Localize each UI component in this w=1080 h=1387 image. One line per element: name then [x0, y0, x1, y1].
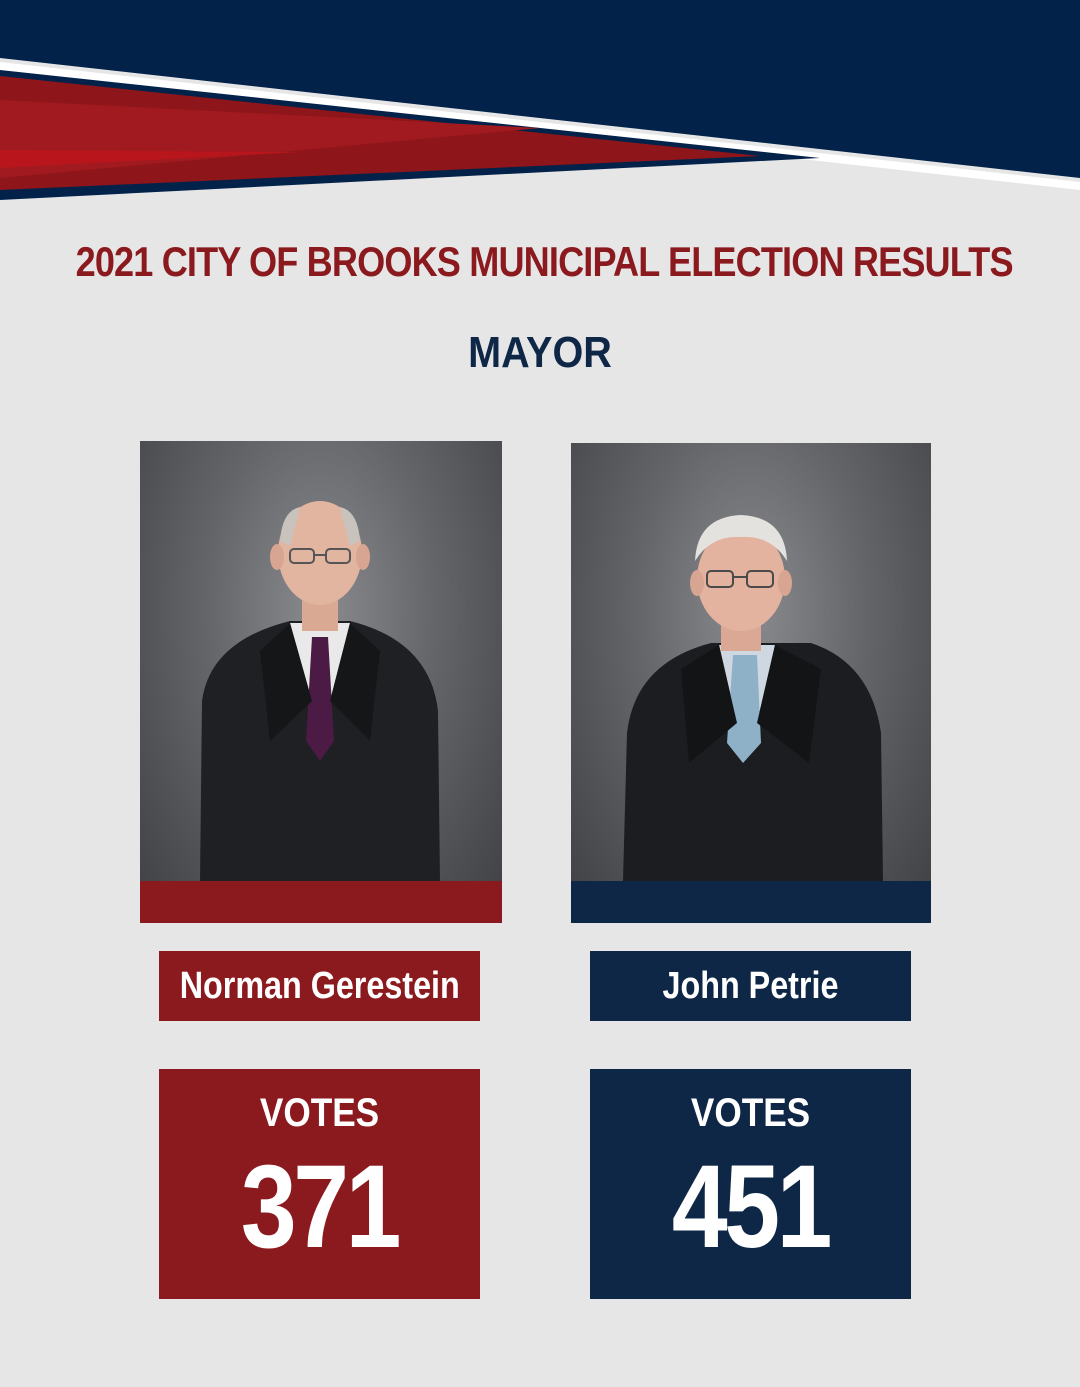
votes-box [159, 1069, 480, 1299]
votes-count: 371 [240, 1141, 399, 1273]
votes-label: VOTES [259, 1091, 380, 1135]
votes-box [590, 1069, 911, 1299]
votes-label: VOTES [690, 1091, 811, 1135]
votes-count: 451 [671, 1141, 830, 1273]
candidate-photo-petrie [571, 443, 931, 923]
candidate-name: John Petrie [662, 964, 839, 1007]
page-subtitle: MAYOR [468, 328, 612, 377]
candidate-name-box [590, 951, 911, 1021]
portrait-illustration [140, 441, 502, 923]
photo-color-bar [140, 881, 502, 923]
candidate-name: Norman Gerestein [179, 964, 460, 1007]
photo-color-bar [571, 881, 931, 923]
portrait-illustration [571, 443, 931, 923]
candidate-name-box [159, 951, 480, 1021]
page-title: 2021 CITY OF BROOKS MUNICIPAL ELECTION RESULTS [75, 238, 1013, 285]
candidate-photo-gerestein [140, 441, 502, 923]
top-banner-graphic [0, 0, 1080, 210]
